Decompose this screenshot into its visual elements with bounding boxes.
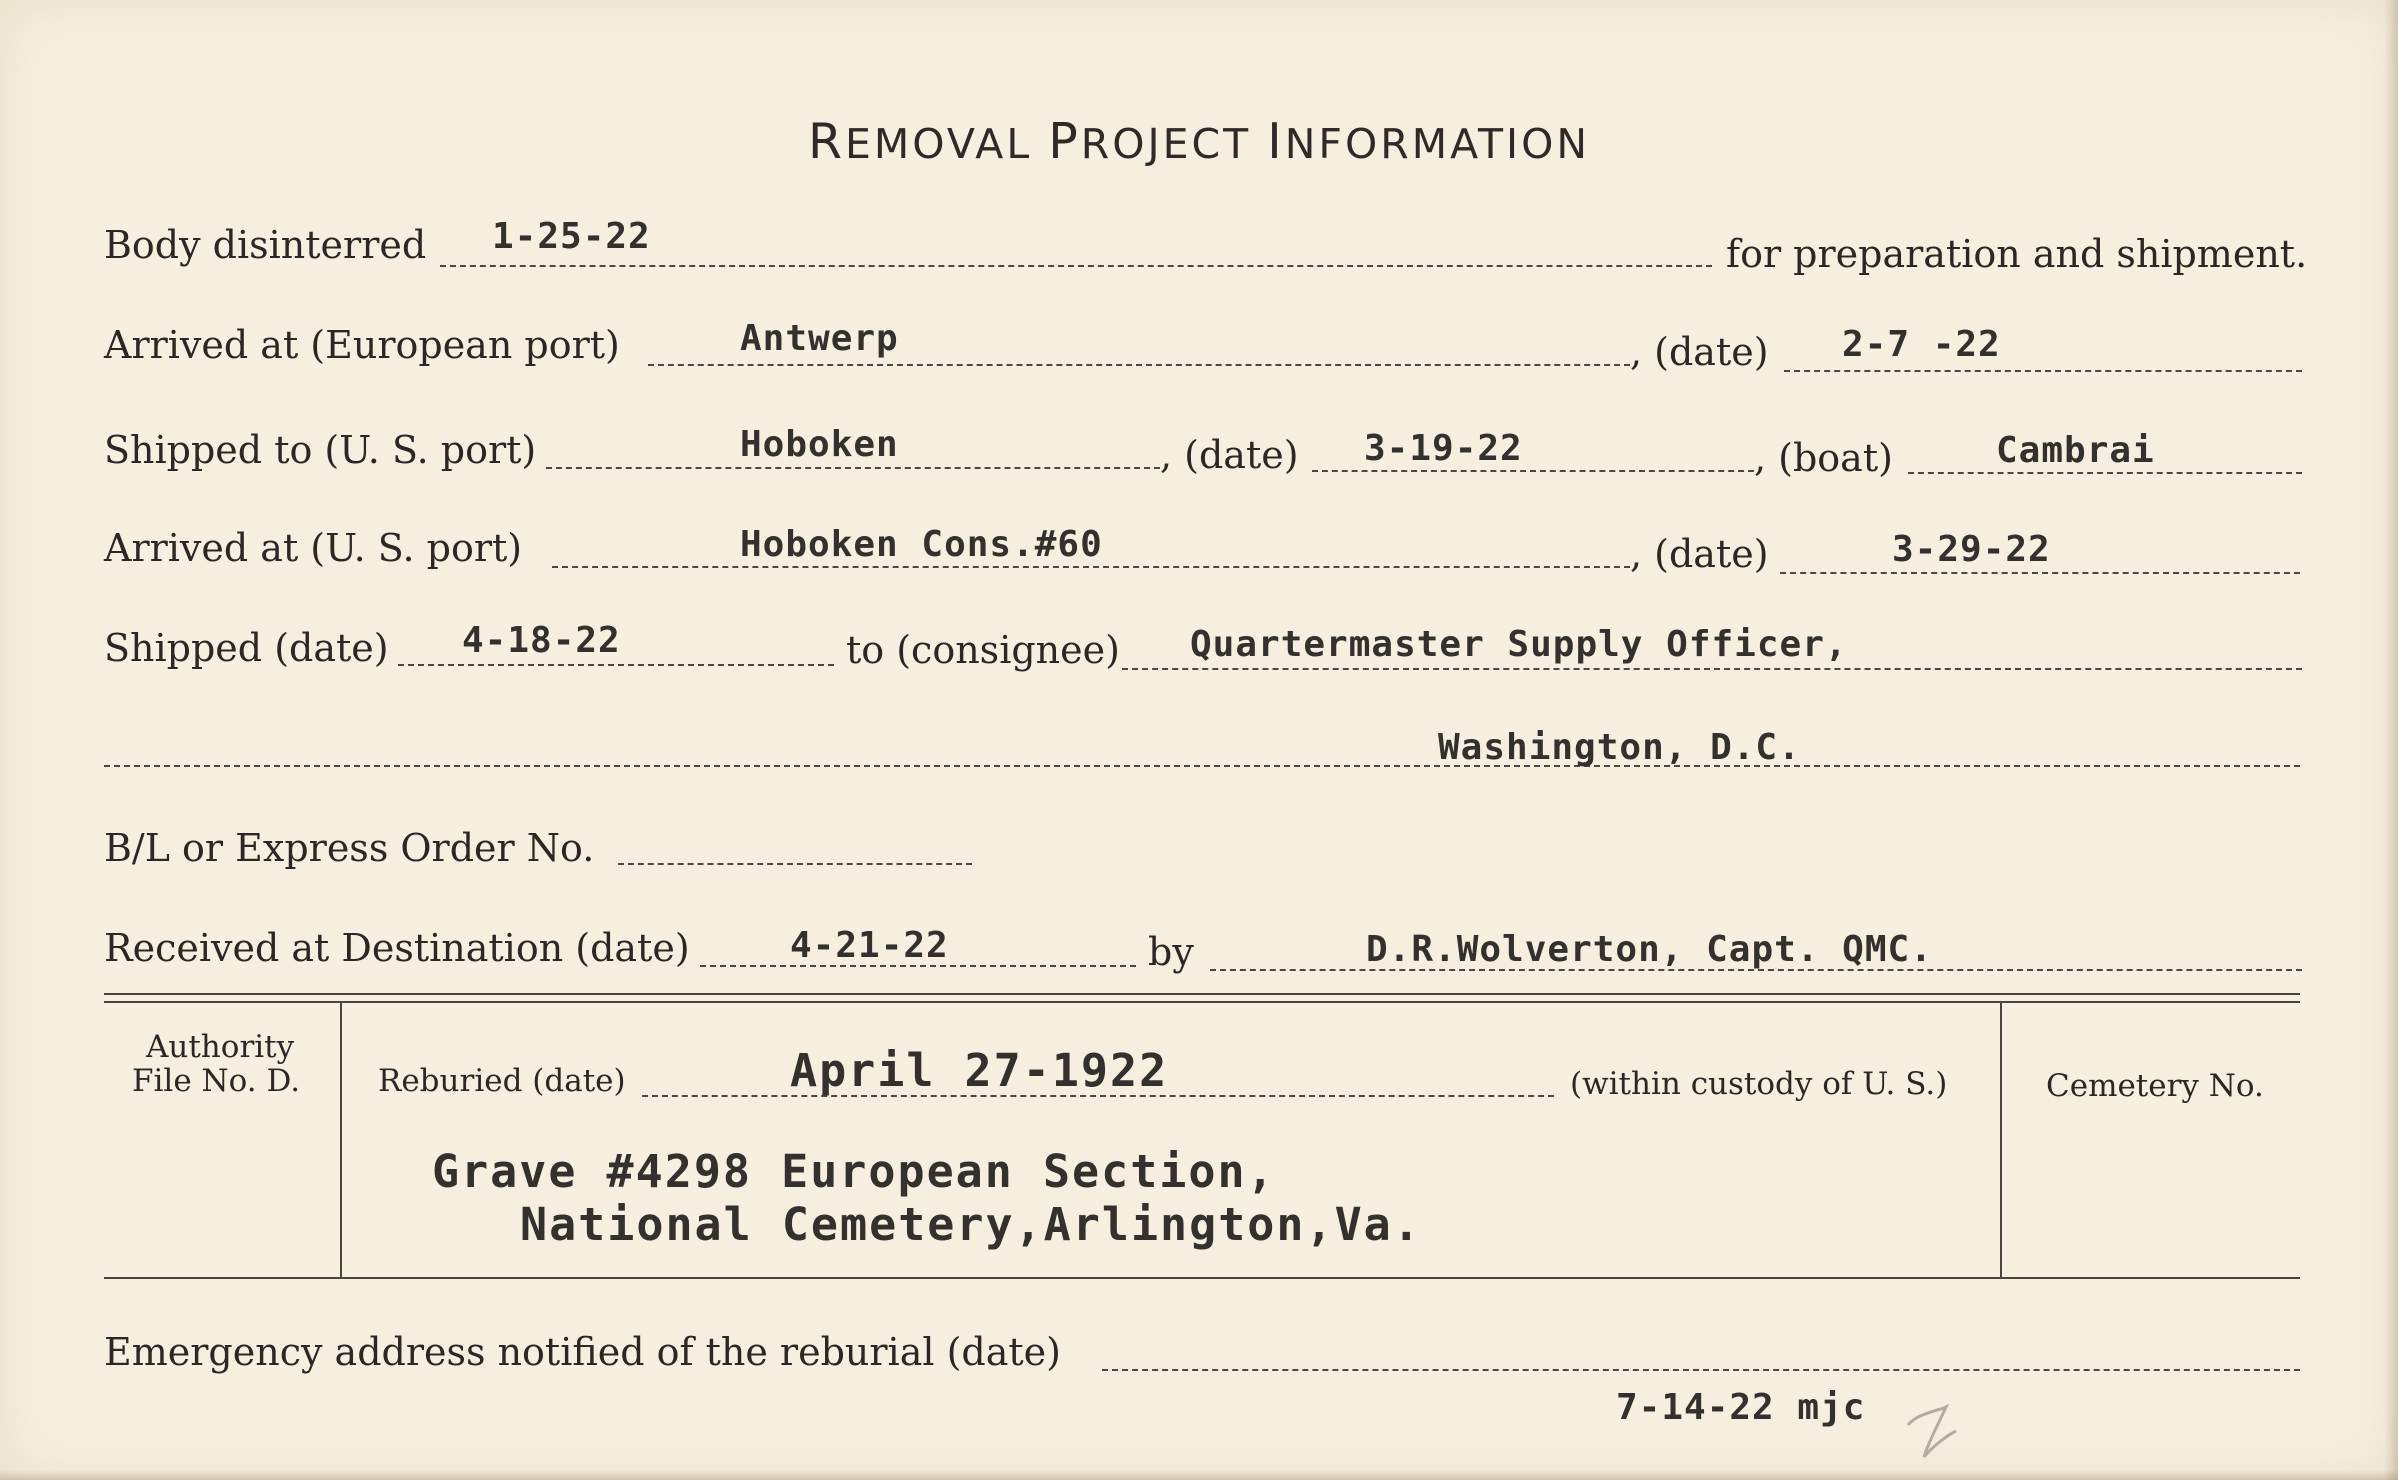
shipped-to-boat: Cambrai	[1996, 430, 2155, 471]
arrived-us-value: Hoboken Cons.#60	[740, 524, 1103, 565]
shipped-to-date-line	[1312, 470, 1754, 472]
received-by-label: by	[1148, 930, 1194, 974]
shipped-date-label: Shipped (date)	[104, 626, 389, 670]
shipped-to-boat-label: , (boat)	[1754, 436, 1893, 480]
bl-order-line	[618, 863, 972, 865]
bl-order-label: B/L or Express Order No.	[104, 826, 595, 870]
received-by: D.R.Wolverton, Capt. QMC.	[1366, 929, 1933, 970]
shipped-date-line	[398, 664, 834, 666]
shipped-to-boat-line	[1908, 472, 2302, 474]
arrived-european-value: Antwerp	[740, 318, 899, 359]
body-disinterred-suffix: for preparation and shipment.	[1726, 232, 2308, 276]
arrived-us-line	[552, 566, 1630, 568]
custody-label: (within custody of U. S.)	[1570, 1066, 1948, 1102]
body-disinterred-value: 1-25-22	[492, 216, 651, 257]
shipped-to-value: Hoboken	[740, 424, 899, 465]
emergency-line	[1102, 1369, 2300, 1371]
card-edge-shadow	[2384, 0, 2398, 1480]
received-date: 4-21-22	[790, 925, 949, 966]
received-label: Received at Destination (date)	[104, 926, 690, 970]
authority-label-1: Authority	[146, 1029, 295, 1065]
reburied-label: Reburied (date)	[378, 1063, 626, 1099]
arrived-us-date: 3-29-22	[1892, 529, 2051, 570]
body-disinterred-label: Body disinterred	[104, 223, 427, 267]
consignee-line1: Quartermaster Supply Officer,	[1190, 624, 1848, 665]
box-bottom-rule	[104, 1277, 2300, 1279]
arrived-us-date-label: , (date)	[1630, 532, 1769, 576]
cemetery-label: Cemetery No.	[2046, 1068, 2264, 1104]
arrived-european-label: Arrived at (European port)	[104, 323, 620, 367]
card-edge-shadow-bottom	[0, 1470, 2398, 1480]
box-divider-right	[2000, 1001, 2002, 1277]
grave-line2: National Cemetery,Arlington,Va.	[520, 1198, 1422, 1251]
shipped-date: 4-18-22	[462, 620, 621, 661]
arrived-european-line	[648, 364, 1630, 366]
consignee-line	[1122, 668, 2302, 670]
emergency-value: 7-14-22 mjc	[1616, 1387, 1866, 1428]
arrived-us-label: Arrived at (U. S. port)	[104, 526, 523, 570]
emergency-label: Emergency address notified of the reburial (date)	[104, 1330, 1061, 1374]
card-title: REMOVAL PROJECT INFORMATION	[807, 113, 1591, 170]
reburied-date: April 27-1922	[790, 1044, 1169, 1097]
box-top-rule	[104, 993, 2300, 995]
box-divider-left	[340, 1001, 342, 1277]
grave-line1: Grave #4298 European Section,	[432, 1145, 1276, 1198]
consignee-continuation-line	[104, 765, 2300, 767]
box-top-rule-inner	[104, 1001, 2300, 1003]
shipped-to-date: 3-19-22	[1364, 428, 1523, 469]
pencil-check-mark	[1898, 1395, 1978, 1465]
consignee-label: to (consignee)	[846, 628, 1120, 672]
shipped-to-label: Shipped to (U. S. port)	[104, 428, 537, 472]
shipped-to-line	[546, 467, 1160, 469]
shipped-to-date-label: , (date)	[1160, 433, 1299, 477]
arrived-european-date-label: , (date)	[1630, 330, 1769, 374]
arrived-european-date-line	[1784, 370, 2302, 372]
arrived-us-date-line	[1780, 572, 2300, 574]
arrived-european-date: 2-7 -22	[1842, 324, 2001, 365]
body-disinterred-line	[440, 265, 1712, 267]
consignee-line2: Washington, D.C.	[1438, 727, 1801, 768]
authority-label-2: File No. D.	[132, 1063, 301, 1099]
